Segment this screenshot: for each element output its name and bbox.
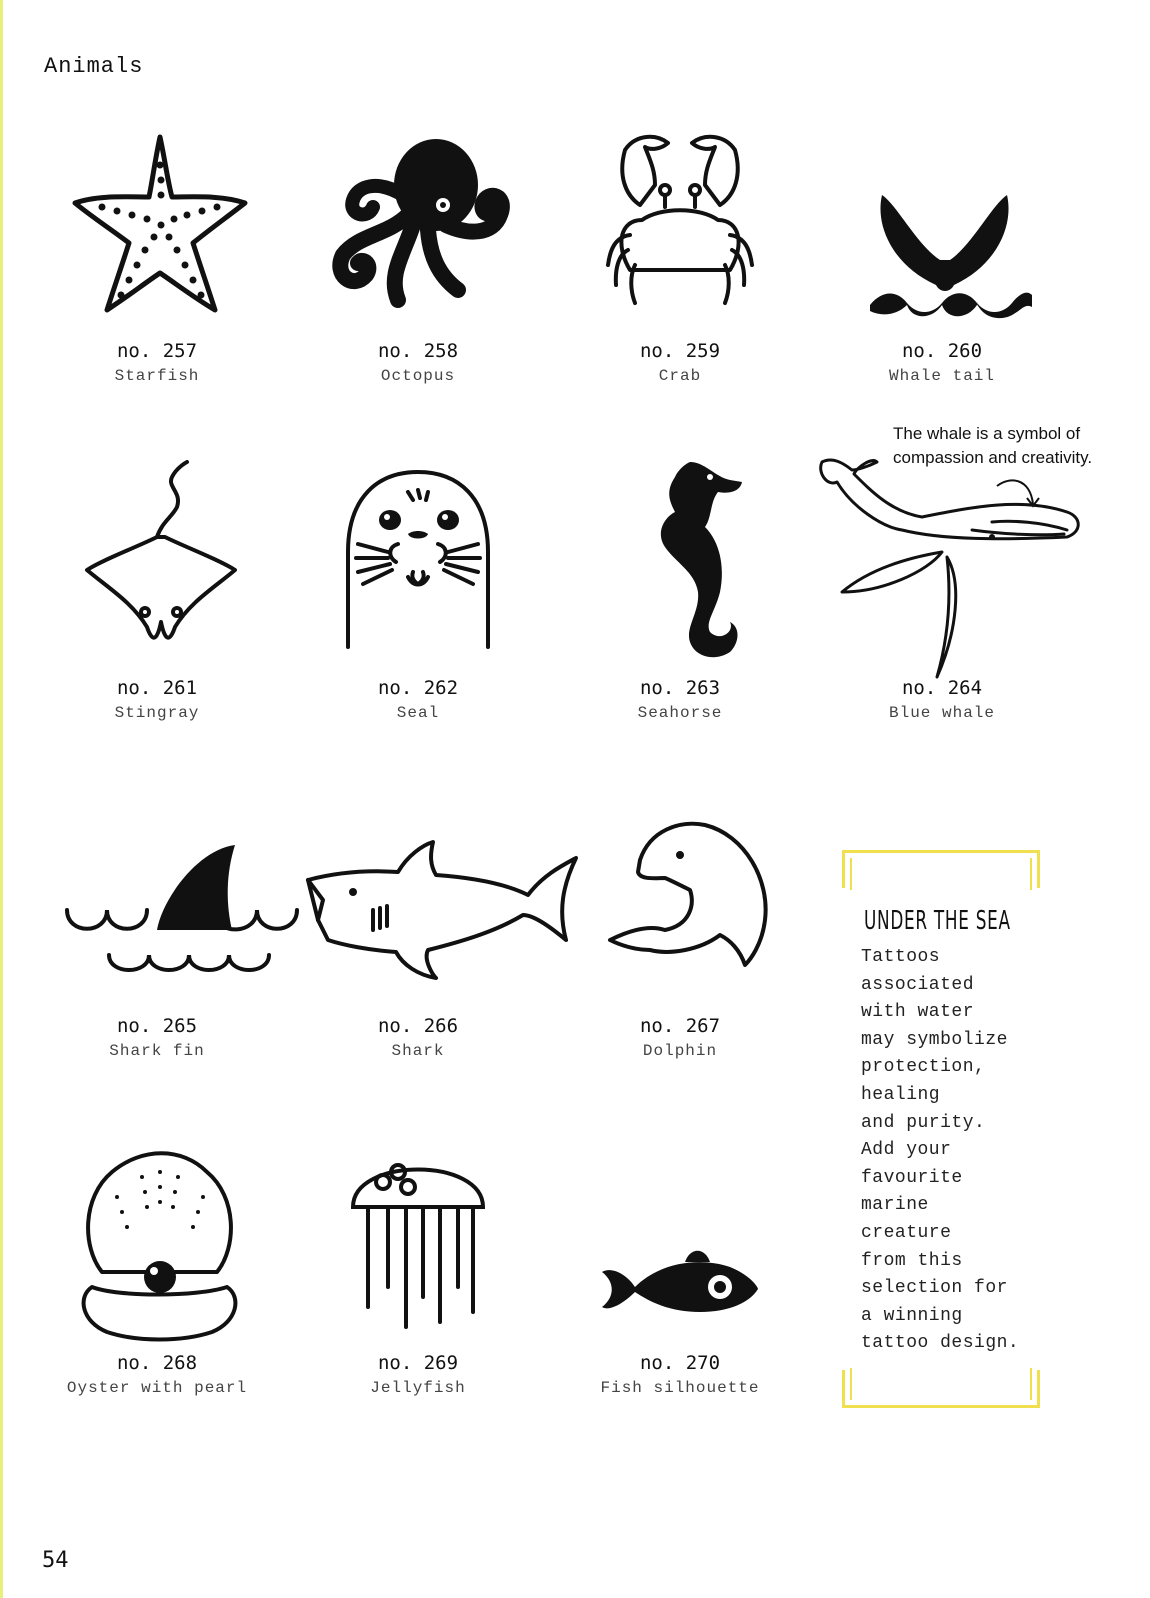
item-number: no. 265	[116, 1015, 198, 1037]
item-number: no. 262	[377, 677, 459, 699]
annotation-text: The whale is a symbol of compassion and creativity.	[893, 424, 1093, 467]
item-number: no. 264	[901, 677, 983, 699]
stingray-icon	[57, 462, 257, 672]
section-title: Animals	[44, 54, 144, 79]
bracket-top	[842, 850, 1040, 888]
starfish-icon	[57, 125, 257, 335]
item-name: Whale tail	[888, 367, 995, 385]
item-name: Stingray	[114, 704, 200, 722]
tattoo-item	[560, 125, 800, 425]
item-name: Shark	[391, 1042, 445, 1060]
item-name: Seahorse	[637, 704, 723, 722]
shark-fin-icon	[57, 800, 257, 1010]
item-number: no. 270	[639, 1352, 721, 1374]
item-name: Fish silhouette	[600, 1379, 760, 1397]
item-name: Crab	[658, 367, 702, 385]
fish-silhouette-icon	[580, 1137, 780, 1347]
tattoo-item	[298, 462, 538, 762]
tattoo-item	[822, 125, 1062, 425]
jellyfish-icon	[318, 1137, 518, 1347]
seahorse-icon	[580, 462, 780, 672]
whale-tail-icon	[842, 125, 1042, 335]
bracket-line	[1030, 858, 1032, 890]
shark-icon	[318, 800, 518, 1010]
item-number: no. 259	[639, 340, 721, 362]
tattoo-item	[560, 1137, 800, 1437]
item-name: Jellyfish	[370, 1379, 466, 1397]
item-name: Dolphin	[642, 1042, 718, 1060]
page-number: 54	[42, 1548, 69, 1573]
item-name: Seal	[396, 704, 440, 722]
item-number: no. 261	[116, 677, 198, 699]
seal-icon	[318, 462, 518, 672]
item-name: Octopus	[380, 367, 456, 385]
crab-icon	[580, 125, 780, 335]
item-name: Starfish	[114, 367, 200, 385]
item-number: no. 258	[377, 340, 459, 362]
tattoo-item	[560, 462, 800, 762]
item-number: no. 269	[377, 1352, 459, 1374]
curved-arrow-icon	[995, 476, 1045, 512]
item-name: Blue whale	[888, 704, 995, 722]
tattoo-item	[298, 1137, 538, 1437]
item-number: no. 267	[639, 1015, 721, 1037]
page-edge	[0, 0, 3, 1598]
tattoo-item	[560, 800, 800, 1100]
sidebar-title: UNDER THE SEA	[864, 906, 1011, 936]
dolphin-icon	[580, 800, 780, 1010]
bracket-line	[850, 858, 852, 890]
tattoo-item	[37, 462, 277, 762]
item-number: no. 263	[639, 677, 721, 699]
tattoo-item	[37, 1137, 277, 1437]
octopus-icon	[318, 125, 518, 335]
bracket-bottom	[842, 1370, 1040, 1408]
item-name: Oyster with pearl	[66, 1379, 248, 1397]
tattoo-item	[37, 800, 277, 1100]
oyster-pearl-icon	[57, 1137, 257, 1347]
item-number: no. 268	[116, 1352, 198, 1374]
item-number: no. 266	[377, 1015, 459, 1037]
item-name: Shark fin	[109, 1042, 205, 1060]
tattoo-item	[37, 125, 277, 425]
sidebar-body: Tattoos associated with water may symbolize protection, healing and purity. Add your favourite marine creature from this selection for a winning tattoo design.	[861, 947, 1020, 1354]
item-number: no. 257	[116, 340, 198, 362]
tattoo-item	[298, 800, 538, 1100]
item-number: no. 260	[901, 340, 983, 362]
tattoo-item	[298, 125, 538, 425]
info-sidebar	[842, 850, 1040, 1408]
